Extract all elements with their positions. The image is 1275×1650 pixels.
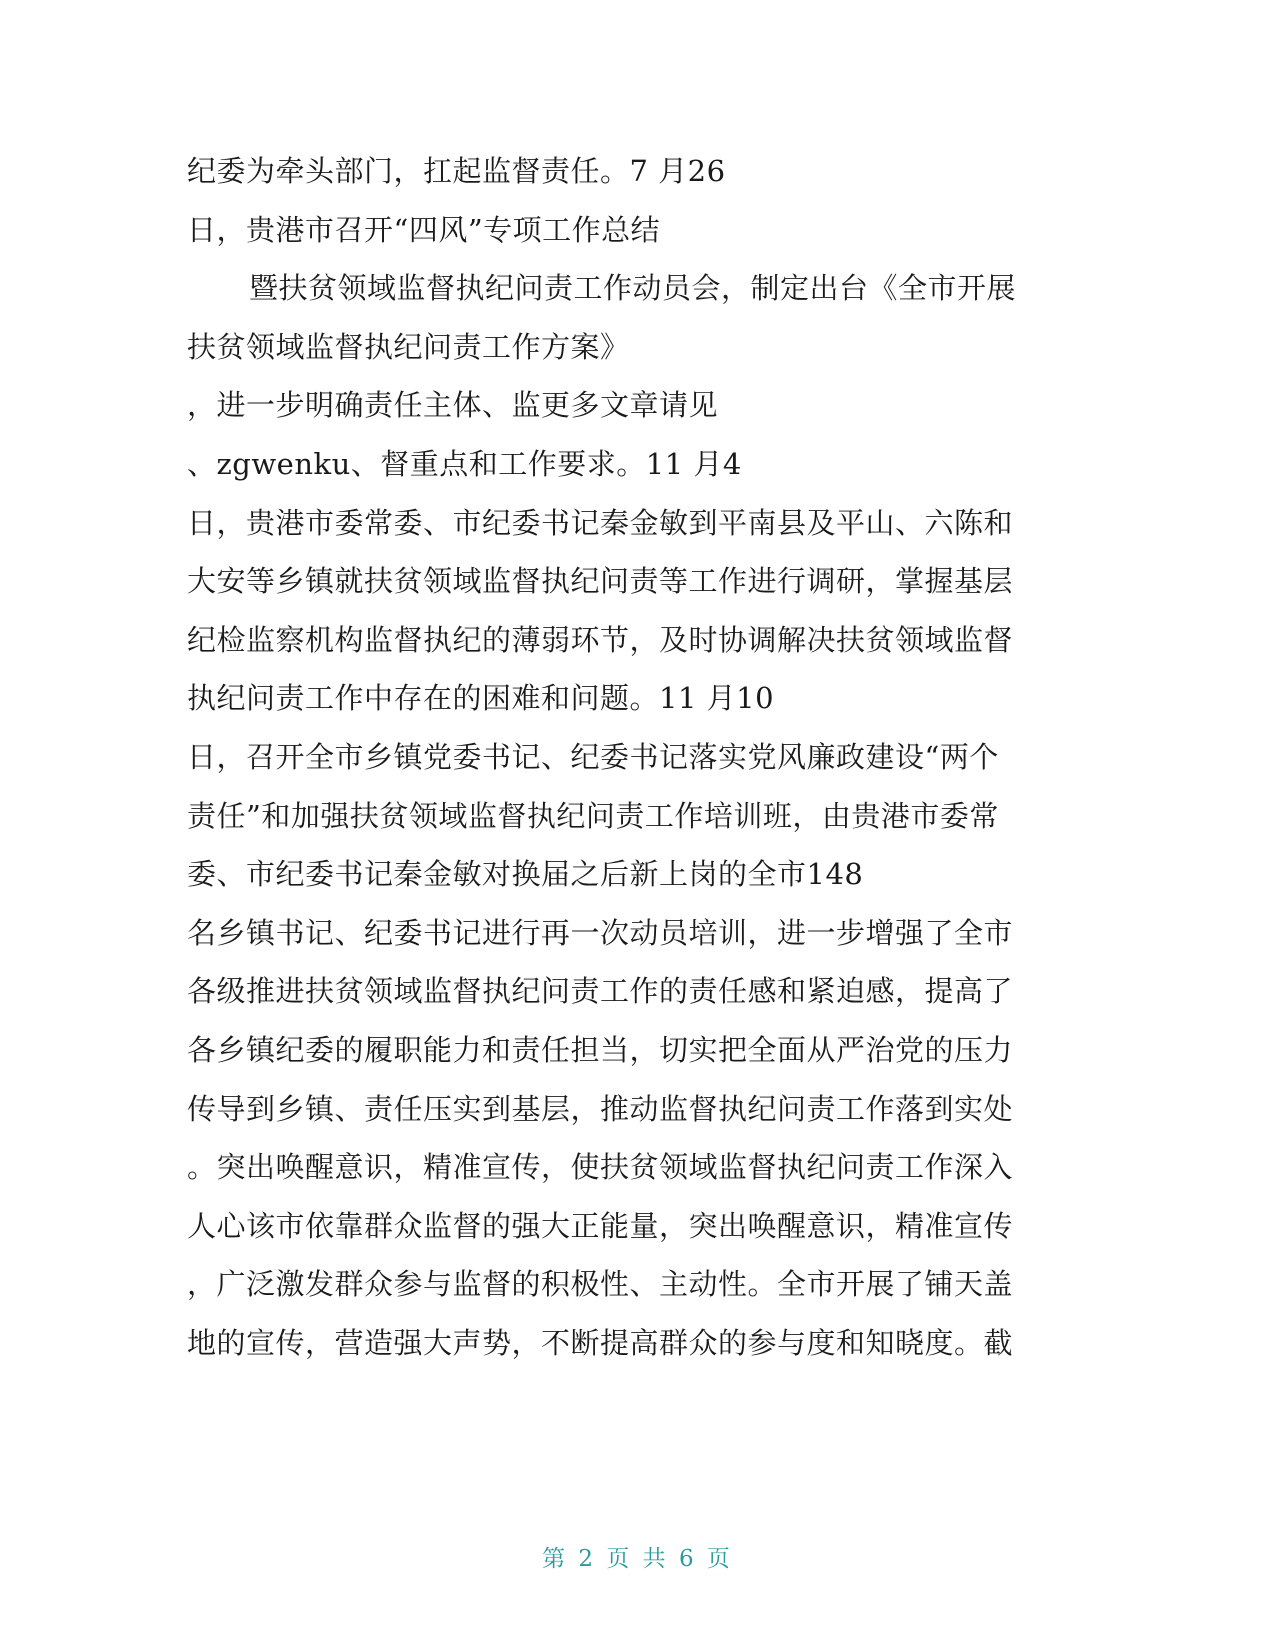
- text-line: ，广泛激发群众参与监督的积极性、主动性。全市开展了铺天盖: [187, 1267, 1014, 1302]
- page-number-footer: 第 2 页 共 6 页: [542, 1546, 733, 1572]
- text-line: 暨扶贫领域监督执纪问责工作动员会，制定出台《全市开展: [249, 271, 1017, 306]
- text-line: ，进一步明确责任主体、监更多文章请见: [187, 388, 719, 423]
- text-line: 地的宣传，营造强大声势，不断提高群众的参与度和知晓度。截: [187, 1325, 1014, 1360]
- text-line: 、zgwenku、督重点和工作要求。11 月4: [187, 446, 742, 481]
- text-line: 纪委为牵头部门，扛起监督责任。7 月26: [187, 154, 726, 188]
- text-line: 各乡镇纪委的履职能力和责任担当，切实把全面从严治党的压力: [187, 1032, 1014, 1067]
- text-line: 纪检监察机构监督执纪的薄弱环节，及时协调解决扶贫领域监督: [187, 622, 1014, 657]
- text-line: 名乡镇书记、纪委书记进行再一次动员培训，进一步增强了全市: [187, 915, 1014, 950]
- text-line: 日，贵港市委常委、市纪委书记秦金敏到平南县及平山、六陈和: [187, 505, 1014, 540]
- text-line: 日，召开全市乡镇党委书记、纪委书记落实党风廉政建设“两个: [187, 739, 999, 774]
- text-line: 责任”和加强扶贫领域监督执纪问责工作培训班，由贵港市委常: [187, 798, 999, 833]
- text-line: 执纪问责工作中存在的困难和问题。11 月10: [187, 681, 775, 716]
- text-line: 传导到乡镇、责任压实到基层，推动监督执纪问责工作落到实处: [187, 1091, 1014, 1126]
- text-line: 委、市纪委书记秦金敏对换届之后新上岗的全市148: [187, 857, 864, 892]
- text-line: 各级推进扶贫领域监督执纪问责工作的责任感和紧迫感，提高了: [187, 974, 1014, 1009]
- body-text: [187, 142, 1067, 1372]
- text-line: 日，贵港市召开“四风”专项工作总结: [187, 212, 661, 247]
- text-line: 扶贫领域监督执纪问责工作方案》: [187, 329, 630, 364]
- text-line: 。突出唤醒意识，精准宣传，使扶贫领域监督执纪问责工作深入: [187, 1150, 1014, 1185]
- text-line: 大安等乡镇就扶贫领域监督执纪问责等工作进行调研，掌握基层: [187, 564, 1014, 599]
- text-line: 人心该市依靠群众监督的强大正能量，突出唤醒意识，精准宣传: [187, 1208, 1014, 1243]
